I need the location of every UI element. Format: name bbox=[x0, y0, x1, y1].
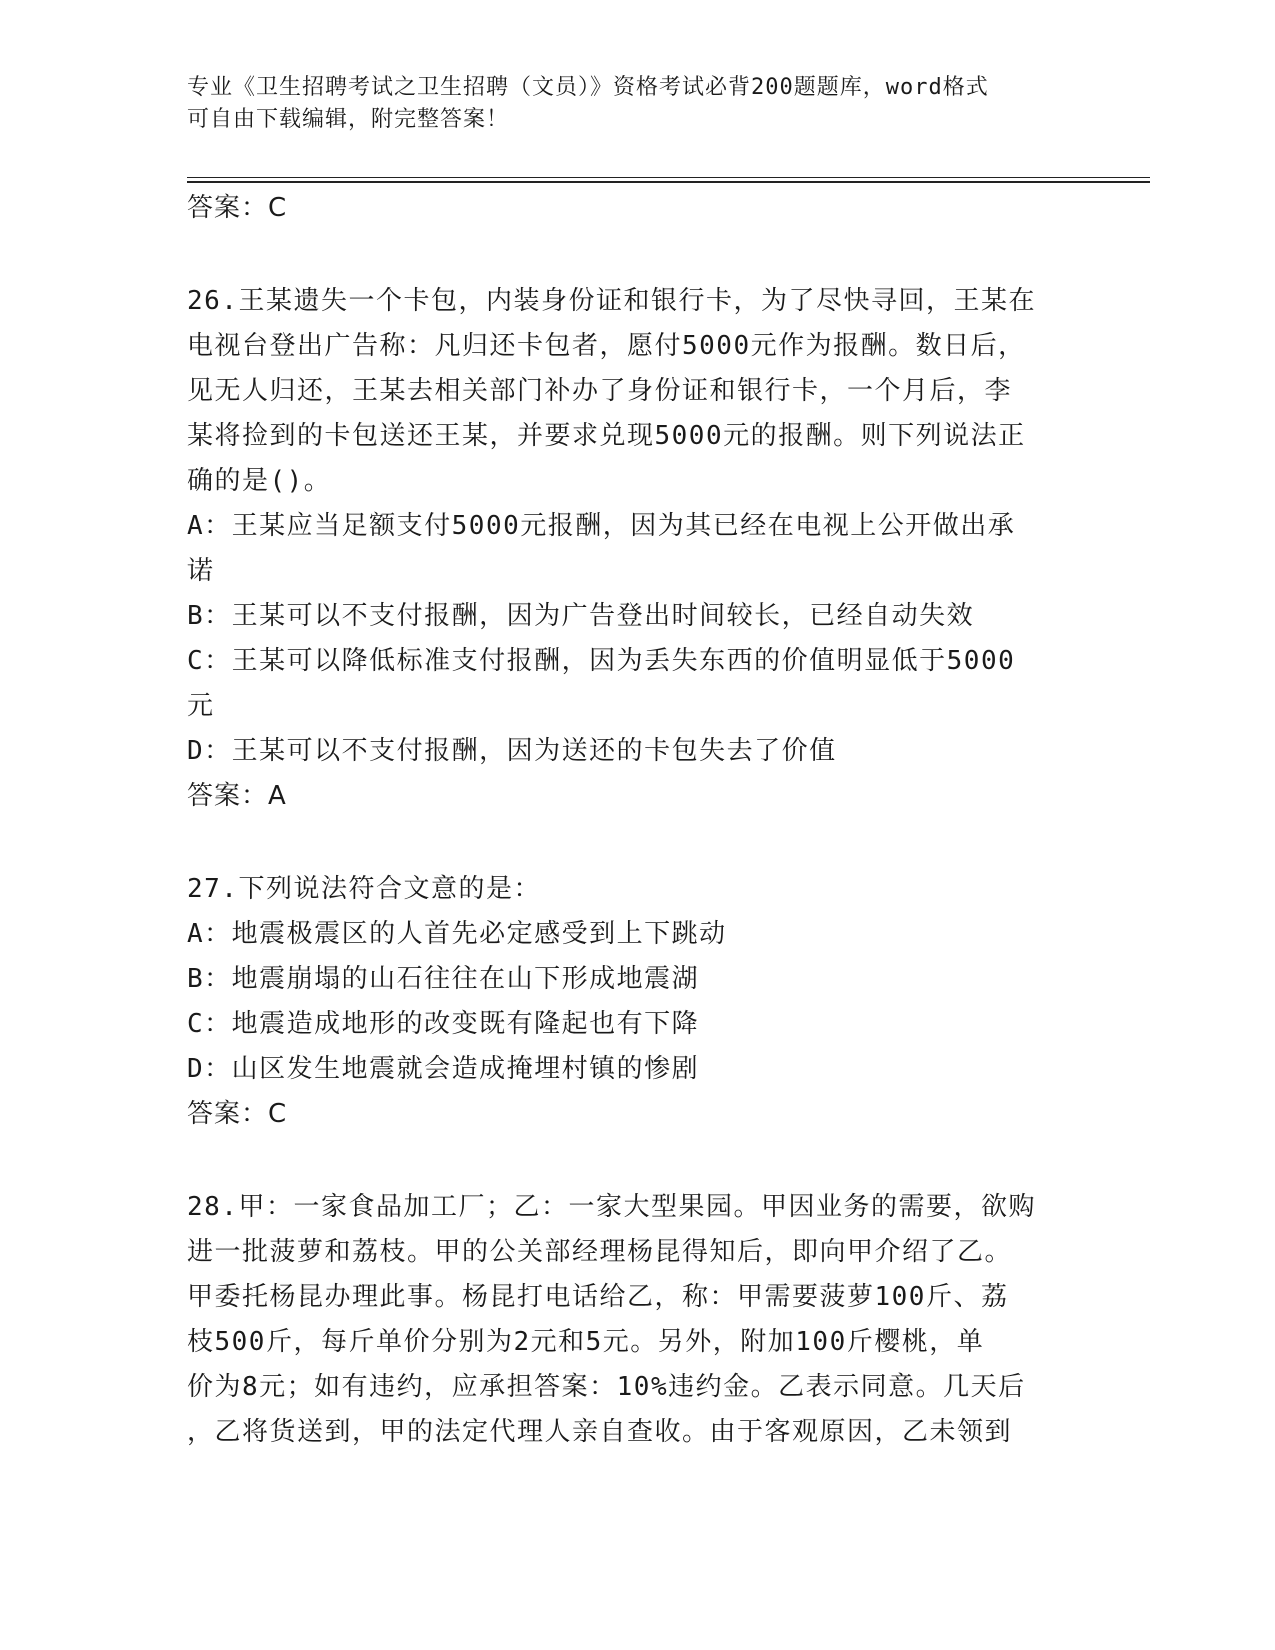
spacer bbox=[187, 819, 1087, 867]
option-c-continued: 元 bbox=[187, 691, 215, 721]
question-text-line: 确的是()。 bbox=[187, 466, 332, 496]
spacer bbox=[187, 1137, 1087, 1185]
header-title-line-1: 专业《卫生招聘考试之卫生招聘（文员）》资格考试必背200题题库，word格式 bbox=[187, 75, 989, 100]
header-divider-thick bbox=[187, 181, 1150, 183]
question-text-line: 进一批菠萝和荔枝。甲的公关部经理杨昆得知后，即向甲介绍了乙。 bbox=[187, 1237, 1013, 1267]
question-text-line: 电视台登出广告称：凡归还卡包者，愿付5000元作为报酬。数日后， bbox=[187, 331, 1026, 361]
question-text-line: 某将捡到的卡包送还王某，并要求兑现5000元的报酬。则下列说法正 bbox=[187, 421, 1026, 451]
answer-line: 答案：A bbox=[187, 781, 287, 811]
question-text-line: 28.甲：一家食品加工厂；乙：一家大型果园。甲因业务的需要，欲购 bbox=[187, 1192, 1036, 1222]
spacer bbox=[187, 231, 1087, 279]
option-d: D：山区发生地震就会造成掩埋村镇的惨剧 bbox=[187, 1054, 700, 1084]
header-divider-thin bbox=[187, 177, 1150, 178]
option-a: A：地震极震区的人首先必定感受到上下跳动 bbox=[187, 919, 727, 949]
question-text-line: 价为8元；如有违约，应承担答案：10%违约金。乙表示同意。几天后 bbox=[187, 1372, 1026, 1402]
option-d: D：王某可以不支付报酬，因为送还的卡包失去了价值 bbox=[187, 736, 837, 766]
question-26 bbox=[187, 279, 1087, 819]
option-b: B：王某可以不支付报酬，因为广告登出时间较长，已经自动失效 bbox=[187, 601, 975, 631]
question-text-line: 甲委托杨昆办理此事。杨昆打电话给乙，称：甲需要菠萝100斤、荔 bbox=[187, 1282, 1009, 1312]
document-body bbox=[187, 186, 1087, 1455]
header-title-line-2: 可自由下载编辑，附完整答案！ bbox=[187, 107, 510, 132]
option-c: C：地震造成地形的改变既有隆起也有下降 bbox=[187, 1009, 700, 1039]
option-a-continued: 诺 bbox=[187, 556, 215, 586]
question-text-line: 见无人归还，王某去相关部门补办了身份证和银行卡，一个月后，李 bbox=[187, 376, 1013, 406]
document-header bbox=[187, 72, 1067, 136]
answer-line: 答案：C bbox=[187, 193, 288, 223]
question-text-line: 26.王某遗失一个卡包，内装身份证和银行卡，为了尽快寻回，王某在 bbox=[187, 286, 1036, 316]
answer-line: 答案：C bbox=[187, 1099, 288, 1129]
option-c: C：王某可以降低标准支付报酬，因为丢失东西的价值明显低于5000 bbox=[187, 646, 1016, 676]
question-27 bbox=[187, 867, 1087, 1137]
question-28 bbox=[187, 1185, 1087, 1455]
question-text-line: 枝500斤，每斤单价分别为2元和5元。另外，附加100斤樱桃，单 bbox=[187, 1327, 985, 1357]
option-a: A：王某应当足额支付5000元报酬，因为其已经在电视上公开做出承 bbox=[187, 511, 1016, 541]
question-text-line: 27.下列说法符合文意的是： bbox=[187, 874, 541, 904]
question-text-line: ，乙将货送到，甲的法定代理人亲自查收。由于客观原因，乙未领到 bbox=[187, 1417, 1013, 1447]
option-b: B：地震崩塌的山石往往在山下形成地震湖 bbox=[187, 964, 700, 994]
